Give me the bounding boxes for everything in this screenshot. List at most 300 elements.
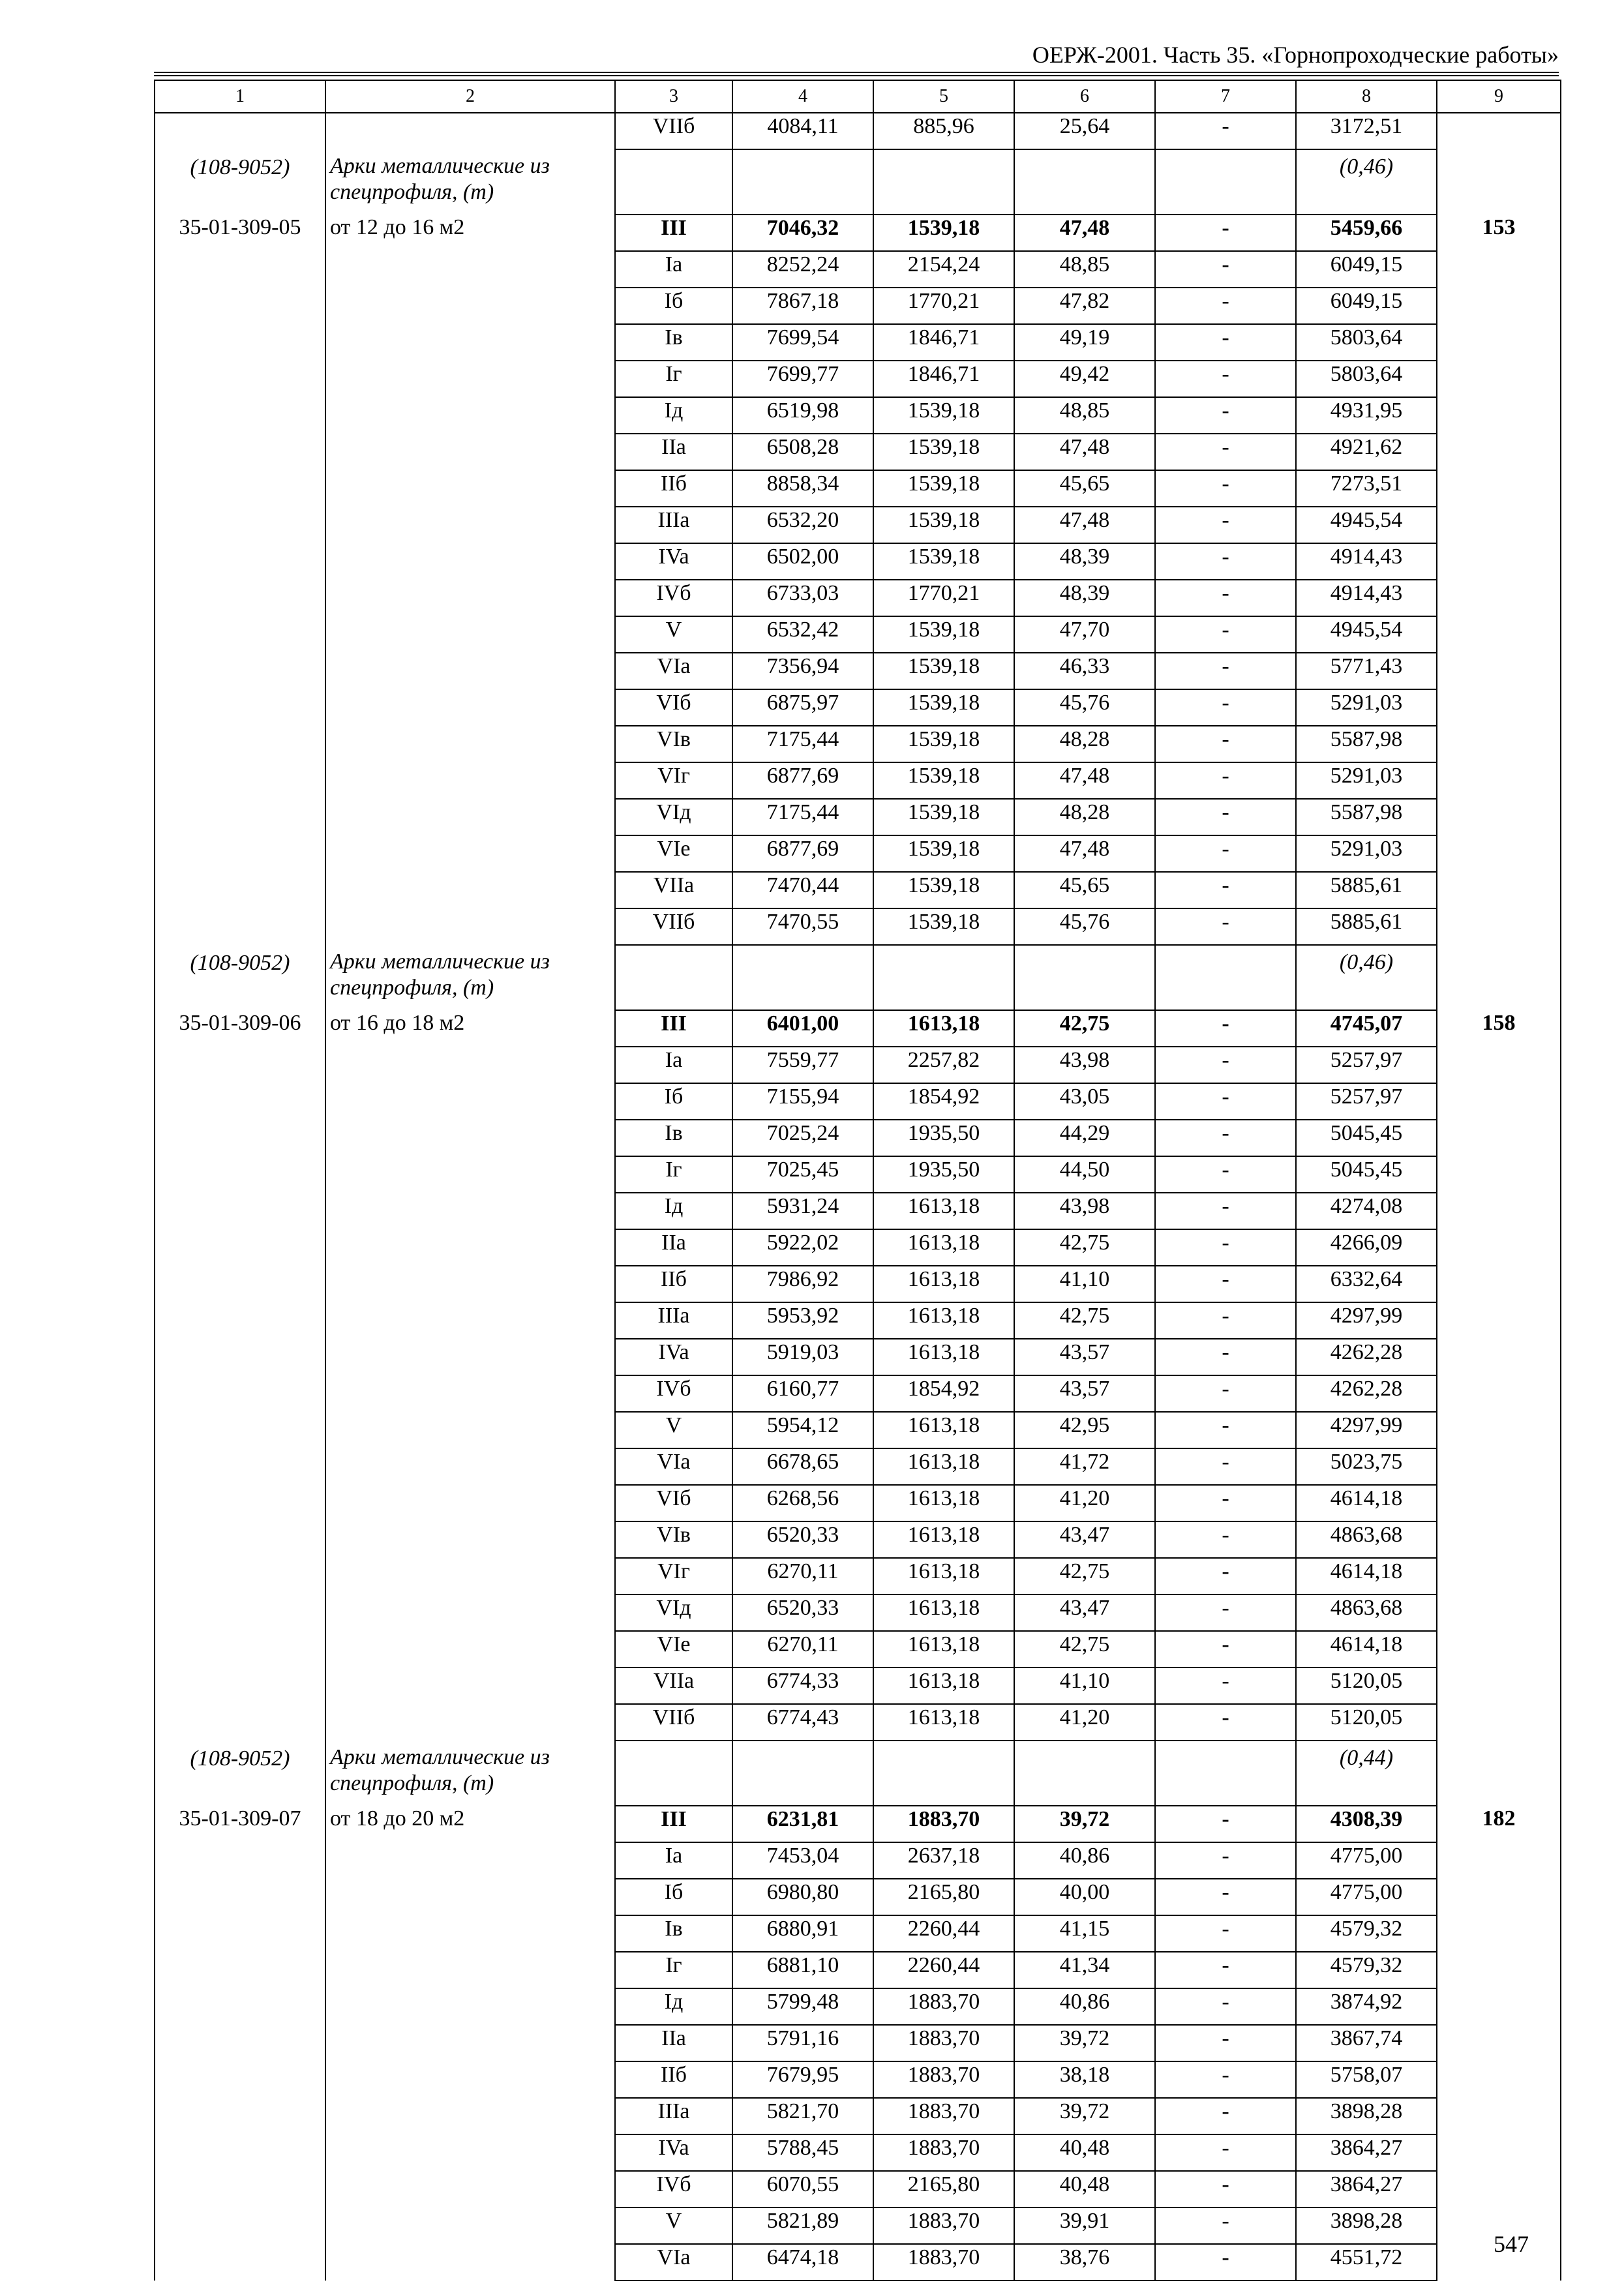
cell-c4: 7867,18 [732, 288, 873, 324]
cell-c4: 6733,03 [732, 580, 873, 616]
cell-c4: 5821,70 [732, 2098, 873, 2134]
cell-c4: 5821,89 [732, 2207, 873, 2244]
cell-c7: - [1155, 361, 1296, 397]
cell-c8: 4863,68 [1296, 1521, 1437, 1558]
cell-c8: 4274,08 [1296, 1193, 1437, 1229]
cell-c5: 1539,18 [873, 726, 1014, 762]
material-value: (0,46) [1296, 149, 1437, 215]
cell-c5: 1613,18 [873, 1229, 1014, 1266]
table-row [155, 434, 1561, 470]
cell-c4: 6070,55 [732, 2171, 873, 2207]
cell-c8: 6049,15 [1296, 251, 1437, 288]
cell-c8: 4614,18 [1296, 1558, 1437, 1594]
cell-c7: - [1155, 251, 1296, 288]
table-row [155, 1302, 1561, 1339]
cell-c6: 25,64 [1014, 113, 1155, 149]
cell-c8: 5758,07 [1296, 2061, 1437, 2098]
rates-table [154, 80, 1561, 2281]
cell-c3: IIб [615, 1266, 732, 1302]
cell-c5: 1613,18 [873, 1448, 1014, 1485]
cell-c3: VIб [615, 1485, 732, 1521]
table-row [155, 689, 1561, 726]
cell-c6: 43,98 [1014, 1047, 1155, 1083]
cell-c4: 5799,48 [732, 1988, 873, 2025]
cell-c8: 5587,98 [1296, 726, 1437, 762]
cell-c5: 1539,18 [873, 653, 1014, 689]
cell-c3: IIa [615, 434, 732, 470]
cell-c8: 4262,28 [1296, 1375, 1437, 1412]
cell-c8: 5885,61 [1296, 908, 1437, 945]
cell-c4: 6881,10 [732, 1952, 873, 1988]
cell-c5: 2257,82 [873, 1047, 1014, 1083]
cell-c4: 6502,00 [732, 543, 873, 580]
cell-c8: 3172,51 [1296, 113, 1437, 149]
cell-c4: 6774,43 [732, 1704, 873, 1741]
table-row [155, 2025, 1561, 2061]
cell-c4: 7699,54 [732, 324, 873, 361]
cell-c5: 1613,18 [873, 1266, 1014, 1302]
table-row [155, 1229, 1561, 1266]
cell-c7: - [1155, 908, 1296, 945]
cell-c7: - [1155, 1485, 1296, 1521]
cell-c6: 47,48 [1014, 835, 1155, 872]
cell-c7: - [1155, 835, 1296, 872]
cell-c5: 1846,71 [873, 361, 1014, 397]
cell-c3: VIa [615, 653, 732, 689]
cell-c7: - [1155, 507, 1296, 543]
cell-c8: 5257,97 [1296, 1083, 1437, 1120]
cell-c7: - [1155, 1193, 1296, 1229]
cell-c5: 1613,18 [873, 1193, 1014, 1229]
cell-c8: 4614,18 [1296, 1485, 1437, 1521]
table-row [155, 1412, 1561, 1448]
table-row [155, 799, 1561, 835]
cell-c8: 5803,64 [1296, 324, 1437, 361]
cell-c8: 4266,09 [1296, 1229, 1437, 1266]
cell-c7: - [1155, 799, 1296, 835]
cell-c8: 6332,64 [1296, 1266, 1437, 1302]
cell-c7: - [1155, 397, 1296, 434]
cell-c8: 3867,74 [1296, 2025, 1437, 2061]
cell-c6: 48,28 [1014, 726, 1155, 762]
cell-c7: - [1155, 2098, 1296, 2134]
cell-c7: - [1155, 653, 1296, 689]
cell-c7: - [1155, 113, 1296, 149]
material-row [155, 1741, 1561, 1806]
cell-c4: 7025,45 [732, 1156, 873, 1193]
cell-c7: - [1155, 1879, 1296, 1915]
material-value: (0,44) [1296, 1741, 1437, 1806]
cell-c3: IVa [615, 2134, 732, 2171]
cell-c8: 4579,32 [1296, 1915, 1437, 1952]
cell-c4: 5791,16 [732, 2025, 873, 2061]
cell-c7: - [1155, 1988, 1296, 2025]
rate-code: 35-01-309-06 [155, 1010, 325, 1047]
table-row [155, 580, 1561, 616]
cell-c7: - [1155, 726, 1296, 762]
cell-c8: 5291,03 [1296, 835, 1437, 872]
table-row [155, 1915, 1561, 1952]
cell-c6: 45,65 [1014, 872, 1155, 908]
cell-c8: 4308,39 [1296, 1806, 1437, 1842]
table-row [155, 324, 1561, 361]
cell-c3: IVб [615, 1375, 732, 1412]
cell-c7: - [1155, 616, 1296, 653]
cell-c7: - [1155, 1915, 1296, 1952]
cell-c5: 1883,70 [873, 2098, 1014, 2134]
table-row [155, 1120, 1561, 1156]
cell-c5: 1883,70 [873, 2134, 1014, 2171]
cell-c6: 41,20 [1014, 1485, 1155, 1521]
cell-c4: 7986,92 [732, 1266, 873, 1302]
material-name: Арки металлические из спецпрофиля, (т) [325, 149, 615, 215]
cell-c6: 42,75 [1014, 1631, 1155, 1668]
cell-c8: 5045,45 [1296, 1120, 1437, 1156]
page-number: 547 [1494, 2231, 1529, 2257]
material-name: Арки металлические из спецпрофиля, (т) [325, 1741, 615, 1806]
cell-c4: 4084,11 [732, 113, 873, 149]
table-row [155, 1631, 1561, 1668]
cell-c5: 1854,92 [873, 1375, 1014, 1412]
cell-c7: - [1155, 1558, 1296, 1594]
cell-c3: Iб [615, 288, 732, 324]
table-row [155, 1558, 1561, 1594]
table-row [155, 2098, 1561, 2134]
cell-c5: 1935,50 [873, 1156, 1014, 1193]
cell-c3: IIб [615, 470, 732, 507]
cell-c5: 885,96 [873, 113, 1014, 149]
cell-c5: 2637,18 [873, 1842, 1014, 1879]
cell-c5: 1613,18 [873, 1412, 1014, 1448]
cell-c3: III [615, 1806, 732, 1842]
cell-c7: - [1155, 872, 1296, 908]
table-row [155, 653, 1561, 689]
cell-c6: 45,65 [1014, 470, 1155, 507]
column-number: 4 [732, 80, 873, 113]
cell-c6: 43,98 [1014, 1193, 1155, 1229]
cell-c5: 1883,70 [873, 2244, 1014, 2281]
cell-c5: 1770,21 [873, 580, 1014, 616]
cell-c3: Iд [615, 1193, 732, 1229]
cell-c4: 7470,44 [732, 872, 873, 908]
cell-c8: 7273,51 [1296, 470, 1437, 507]
cell-c6: 45,76 [1014, 689, 1155, 726]
cell-c8: 4931,95 [1296, 397, 1437, 434]
cell-c4: 6270,11 [732, 1631, 873, 1668]
table-row [155, 835, 1561, 872]
cell-c3: IIIa [615, 507, 732, 543]
cell-c3: III [615, 215, 732, 251]
table-row [155, 1668, 1561, 1704]
cell-c5: 2165,80 [873, 2171, 1014, 2207]
cell-c3: IVб [615, 580, 732, 616]
cell-c7: - [1155, 1842, 1296, 1879]
cell-c5: 1883,70 [873, 2025, 1014, 2061]
cell-c5: 1846,71 [873, 324, 1014, 361]
cell-c5: 1539,18 [873, 434, 1014, 470]
cell-c4: 7356,94 [732, 653, 873, 689]
cell-c6: 48,39 [1014, 580, 1155, 616]
cell-c7: - [1155, 1952, 1296, 1988]
cell-c6: 39,72 [1014, 2025, 1155, 2061]
cell-c7: - [1155, 689, 1296, 726]
cell-c3: VIг [615, 762, 732, 799]
cell-c6: 45,76 [1014, 908, 1155, 945]
table-row [155, 1485, 1561, 1521]
table-row [155, 2171, 1561, 2207]
cell-c4: 6520,33 [732, 1594, 873, 1631]
table-row [155, 1375, 1561, 1412]
cell-c7: - [1155, 1704, 1296, 1741]
rate-code: 35-01-309-05 [155, 215, 325, 251]
cell-c5: 1613,18 [873, 1558, 1014, 1594]
table-row [155, 1083, 1561, 1120]
cell-c5: 1883,70 [873, 2207, 1014, 2244]
table-row [155, 470, 1561, 507]
cell-c5: 1883,70 [873, 1806, 1014, 1842]
cell-c8: 4262,28 [1296, 1339, 1437, 1375]
cell-c4: 6474,18 [732, 2244, 873, 2281]
column-numbers-row [155, 80, 1561, 113]
cell-c5: 1539,18 [873, 215, 1014, 251]
cell-c8: 3864,27 [1296, 2171, 1437, 2207]
cell-c3: IIб [615, 2061, 732, 2098]
cell-c6: 40,48 [1014, 2171, 1155, 2207]
cell-c7: - [1155, 1266, 1296, 1302]
cell-c4: 8252,24 [732, 251, 873, 288]
cell-c6: 39,72 [1014, 1806, 1155, 1842]
cell-c6: 42,75 [1014, 1010, 1155, 1047]
cell-c7: - [1155, 1631, 1296, 1668]
cell-c4: 7470,55 [732, 908, 873, 945]
cell-c6: 38,18 [1014, 2061, 1155, 2098]
table-row [155, 543, 1561, 580]
cell-c6: 49,19 [1014, 324, 1155, 361]
cell-c8: 5803,64 [1296, 361, 1437, 397]
cell-c4: 7155,94 [732, 1083, 873, 1120]
table-row [155, 1266, 1561, 1302]
cell-c8: 4579,32 [1296, 1952, 1437, 1988]
cell-c5: 1613,18 [873, 1704, 1014, 1741]
cell-c3: Iг [615, 1952, 732, 1988]
cell-c5: 1613,18 [873, 1594, 1014, 1631]
cell-c5: 1613,18 [873, 1631, 1014, 1668]
material-row [155, 149, 1561, 215]
table-row [155, 1988, 1561, 2025]
table-row [155, 1952, 1561, 1988]
cell-c6: 43,47 [1014, 1521, 1155, 1558]
cell-c7: - [1155, 1594, 1296, 1631]
column-number: 3 [615, 80, 732, 113]
cell-c8: 5885,61 [1296, 872, 1437, 908]
cell-c3: VIд [615, 799, 732, 835]
cell-c6: 41,20 [1014, 1704, 1155, 1741]
table-row [155, 1879, 1561, 1915]
cell-c8: 5257,97 [1296, 1047, 1437, 1083]
table-row [155, 1156, 1561, 1193]
cell-c5: 2260,44 [873, 1952, 1014, 1988]
cell-c6: 47,48 [1014, 762, 1155, 799]
cell-c6: 46,33 [1014, 653, 1155, 689]
cell-c8: 4921,62 [1296, 434, 1437, 470]
cell-c7: - [1155, 1412, 1296, 1448]
table-row [155, 361, 1561, 397]
cell-c4: 7453,04 [732, 1842, 873, 1879]
cell-c4: 6678,65 [732, 1448, 873, 1485]
material-name: Арки металлические из спецпрофиля, (т) [325, 945, 615, 1010]
cell-c7: - [1155, 2244, 1296, 2281]
cell-c6: 40,00 [1014, 1879, 1155, 1915]
cell-c6: 48,28 [1014, 799, 1155, 835]
cell-c4: 5953,92 [732, 1302, 873, 1339]
cell-c5: 1613,18 [873, 1339, 1014, 1375]
cell-c3: IIIa [615, 2098, 732, 2134]
cell-c8: 4914,43 [1296, 580, 1437, 616]
cell-c7: - [1155, 288, 1296, 324]
cell-c3: VIa [615, 2244, 732, 2281]
cell-c8: 5045,45 [1296, 1156, 1437, 1193]
table-row [155, 288, 1561, 324]
cell-c7: - [1155, 580, 1296, 616]
cell-c5: 1539,18 [873, 799, 1014, 835]
cell-c3: VIг [615, 1558, 732, 1594]
cell-c7: - [1155, 2171, 1296, 2207]
column-number: 5 [873, 80, 1014, 113]
cell-c5: 1883,70 [873, 2061, 1014, 2098]
table-row [155, 2061, 1561, 2098]
cell-c5: 1613,18 [873, 1485, 1014, 1521]
cell-c6: 42,95 [1014, 1412, 1155, 1448]
cell-c4: 7559,77 [732, 1047, 873, 1083]
cell-c7: - [1155, 1302, 1296, 1339]
cell-c6: 48,39 [1014, 543, 1155, 580]
cell-c6: 41,10 [1014, 1668, 1155, 1704]
cell-c5: 2165,80 [873, 1879, 1014, 1915]
cell-c3: VIIб [615, 113, 732, 149]
cell-c3: VIIa [615, 872, 732, 908]
cell-c3: Iв [615, 324, 732, 361]
cell-c4: 6875,97 [732, 689, 873, 726]
unit-value: 153 [1437, 215, 1561, 251]
cell-c6: 41,72 [1014, 1448, 1155, 1485]
table-row [155, 215, 1561, 251]
table-row [155, 1047, 1561, 1083]
cell-c3: Iв [615, 1120, 732, 1156]
cell-c6: 40,86 [1014, 1842, 1155, 1879]
cell-c7: - [1155, 2061, 1296, 2098]
cell-c6: 41,10 [1014, 1266, 1155, 1302]
cell-c7: - [1155, 2025, 1296, 2061]
cell-c7: - [1155, 1229, 1296, 1266]
cell-c8: 4297,99 [1296, 1302, 1437, 1339]
cell-c3: IVб [615, 2171, 732, 2207]
cell-c7: - [1155, 543, 1296, 580]
cell-c3: IIa [615, 2025, 732, 2061]
cell-c5: 1539,18 [873, 470, 1014, 507]
cell-c4: 7699,77 [732, 361, 873, 397]
unit-value: 182 [1437, 1806, 1561, 1842]
work-name: от 12 до 16 м2 [325, 215, 615, 251]
cell-c8: 5291,03 [1296, 689, 1437, 726]
table-row [155, 726, 1561, 762]
cell-c5: 1613,18 [873, 1668, 1014, 1704]
cell-c7: - [1155, 434, 1296, 470]
column-number: 9 [1437, 80, 1561, 113]
cell-c3: VIв [615, 1521, 732, 1558]
cell-c6: 43,57 [1014, 1339, 1155, 1375]
cell-c3: Iд [615, 1988, 732, 2025]
table-row [155, 762, 1561, 799]
cell-c8: 5771,43 [1296, 653, 1437, 689]
column-number: 6 [1014, 80, 1155, 113]
table-row [155, 1193, 1561, 1229]
column-number: 1 [155, 80, 325, 113]
cell-c4: 5954,12 [732, 1412, 873, 1448]
cell-c5: 1935,50 [873, 1120, 1014, 1156]
cell-c8: 4745,07 [1296, 1010, 1437, 1047]
cell-c4: 5931,24 [732, 1193, 873, 1229]
cell-c4: 6160,77 [732, 1375, 873, 1412]
cell-c3: IVa [615, 543, 732, 580]
cell-c3: V [615, 1412, 732, 1448]
cell-c6: 40,48 [1014, 2134, 1155, 2171]
cell-c8: 4551,72 [1296, 2244, 1437, 2281]
cell-c7: - [1155, 1156, 1296, 1193]
table-row [155, 1704, 1561, 1741]
cell-c3: IIIa [615, 1302, 732, 1339]
cell-c5: 2154,24 [873, 251, 1014, 288]
cell-c4: 6980,80 [732, 1879, 873, 1915]
cell-c5: 1613,18 [873, 1521, 1014, 1558]
cell-c3: VIб [615, 689, 732, 726]
cell-c3: Ia [615, 1842, 732, 1879]
cell-c5: 1770,21 [873, 288, 1014, 324]
cell-c8: 4614,18 [1296, 1631, 1437, 1668]
cell-c7: - [1155, 1448, 1296, 1485]
cell-c4: 6401,00 [732, 1010, 873, 1047]
cell-c4: 6231,81 [732, 1806, 873, 1842]
cell-c5: 1539,18 [873, 689, 1014, 726]
table-row [155, 1594, 1561, 1631]
table-row [155, 616, 1561, 653]
cell-c6: 47,48 [1014, 434, 1155, 470]
cell-c3: VIв [615, 726, 732, 762]
cell-c8: 3898,28 [1296, 2207, 1437, 2244]
cell-c6: 49,42 [1014, 361, 1155, 397]
cell-c6: 44,50 [1014, 1156, 1155, 1193]
cell-c6: 41,34 [1014, 1952, 1155, 1988]
column-number: 7 [1155, 80, 1296, 113]
material-value: (0,46) [1296, 945, 1437, 1010]
cell-c3: VIe [615, 1631, 732, 1668]
cell-c4: 6520,33 [732, 1521, 873, 1558]
cell-c3: V [615, 2207, 732, 2244]
cell-c3: IVa [615, 1339, 732, 1375]
cell-c3: VIIб [615, 1704, 732, 1741]
cell-c6: 47,82 [1014, 288, 1155, 324]
page-header-title: ОЕРЖ-2001. Часть 35. «Горнопроходческие работы» [1032, 42, 1559, 68]
cell-c5: 1539,18 [873, 616, 1014, 653]
cell-c6: 39,91 [1014, 2207, 1155, 2244]
cell-c5: 1539,18 [873, 507, 1014, 543]
cell-c3: Ia [615, 251, 732, 288]
cell-c3: III [615, 1010, 732, 1047]
cell-c8: 5120,05 [1296, 1668, 1437, 1704]
material-code: (108-9052) [155, 945, 325, 1010]
cell-c3: Iб [615, 1879, 732, 1915]
cell-c4: 6877,69 [732, 762, 873, 799]
cell-c7: - [1155, 470, 1296, 507]
